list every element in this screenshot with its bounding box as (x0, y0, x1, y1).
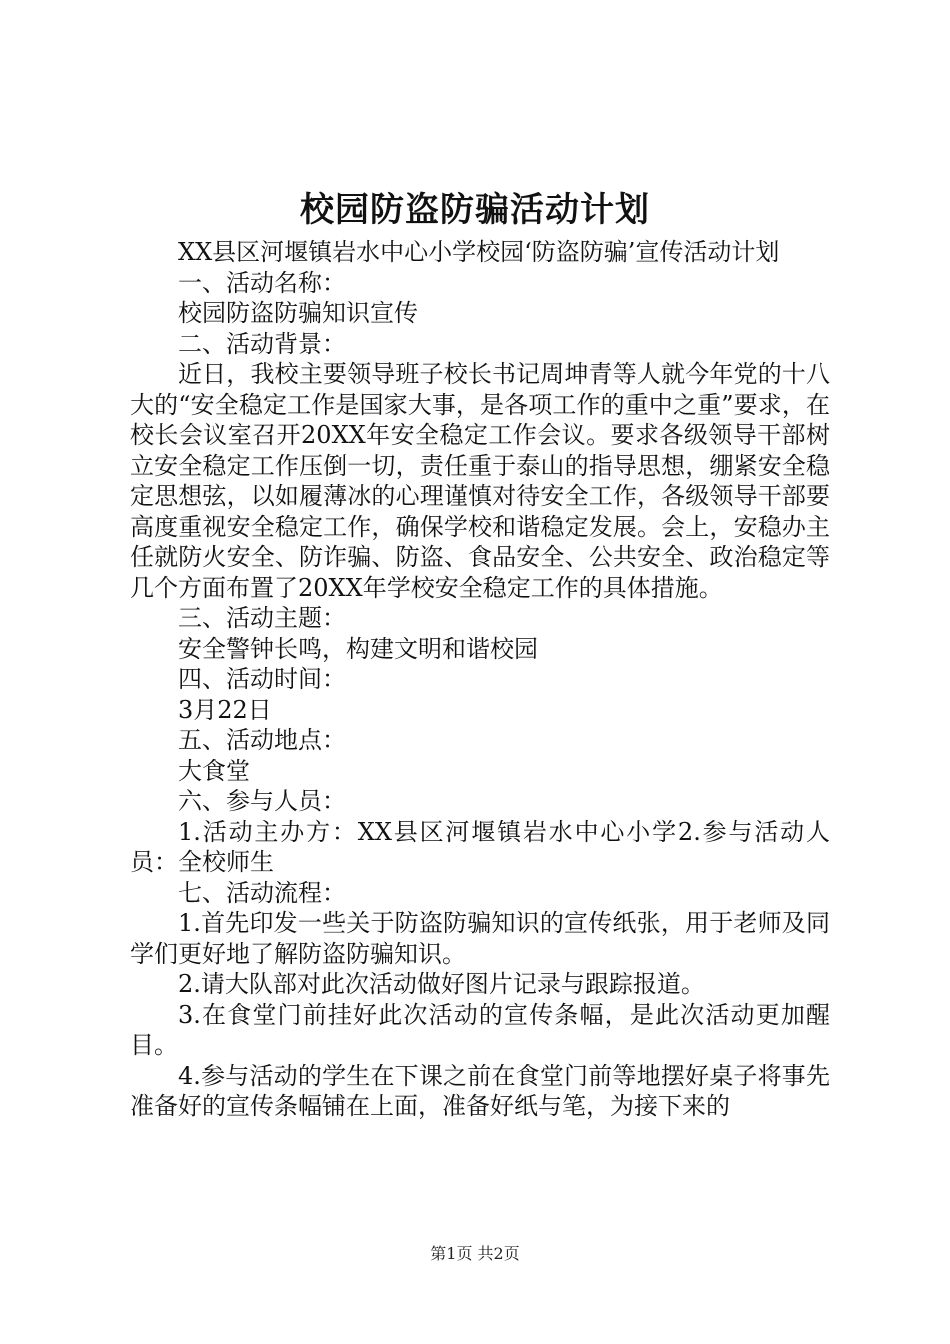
page-footer: 第1页 共2页 (430, 1244, 520, 1263)
paragraph-background: 近日，我校主要领导班子校长书记周坤青等人就今年党的十八大的“安全稳定工作是国家大事，是各项工作的重中之重”要求，在校长会议室召开20XX年安全稳定工作会议。要求各级领导干部树立安全稳定工作压倒一切，责任重于泰山的指导思想，绷紧安全稳定思想弦，以如履薄冰的心理谨慎对待安全工作，各级领导干部要高度重视安全稳定工作，确保学校和谐稳定发展。会上，安稳办主任就防火安全、防诈骗、防盗、食品安全、公共安全、政治稳定等几个方面布置了20XX年学校安全稳定工作的具体措施。 (130, 360, 830, 602)
document-body (130, 237, 830, 1122)
section-heading-participants: 六、参与人员： (178, 787, 346, 815)
document-title: 校园防盗防骗活动计划 (300, 190, 650, 230)
section-heading-process: 七、活动流程： (178, 878, 346, 907)
section-heading-location: 五、活动地点： (178, 726, 346, 754)
paragraph-process-4: 4.参与活动的学生在下课之前在食堂门前等地摆好桌子将事先准备好的宣传条幅铺在上面，准备好纸与笔，为接下来的 (130, 1061, 830, 1120)
paragraph-intro: XX县区河堰镇岩水中心小学校园‘防盗防骗’宣传活动计划 (178, 238, 780, 266)
paragraph-time: 3月22日 (178, 695, 272, 724)
paragraph-process-3: 3.在食堂门前挂好此次活动的宣传条幅，是此次活动更加醒目。 (130, 1000, 830, 1059)
paragraph-participants: 1.活动主办方：XX县区河堰镇岩水中心小学2.参与活动人员：全校师生 (130, 817, 830, 876)
paragraph-location: 大食堂 (178, 756, 250, 785)
paragraph-name: 校园防盗防骗知识宣传 (178, 299, 418, 327)
section-heading-background: 二、活动背景： (178, 329, 346, 358)
paragraph-process-2: 2.请大队部对此次活动做好图片记录与跟踪报道。 (178, 970, 705, 998)
paragraph-process-1: 1.首先印发一些关于防盗防骗知识的宣传纸张，用于老师及同学们更好地了解防盗防骗知识。 (130, 909, 830, 968)
section-heading-name: 一、活动名称： (178, 268, 346, 297)
section-heading-time: 四、活动时间： (178, 665, 346, 693)
paragraph-theme: 安全警钟长鸣，构建文明和谐校园 (178, 634, 538, 663)
section-heading-theme: 三、活动主题： (178, 604, 346, 632)
